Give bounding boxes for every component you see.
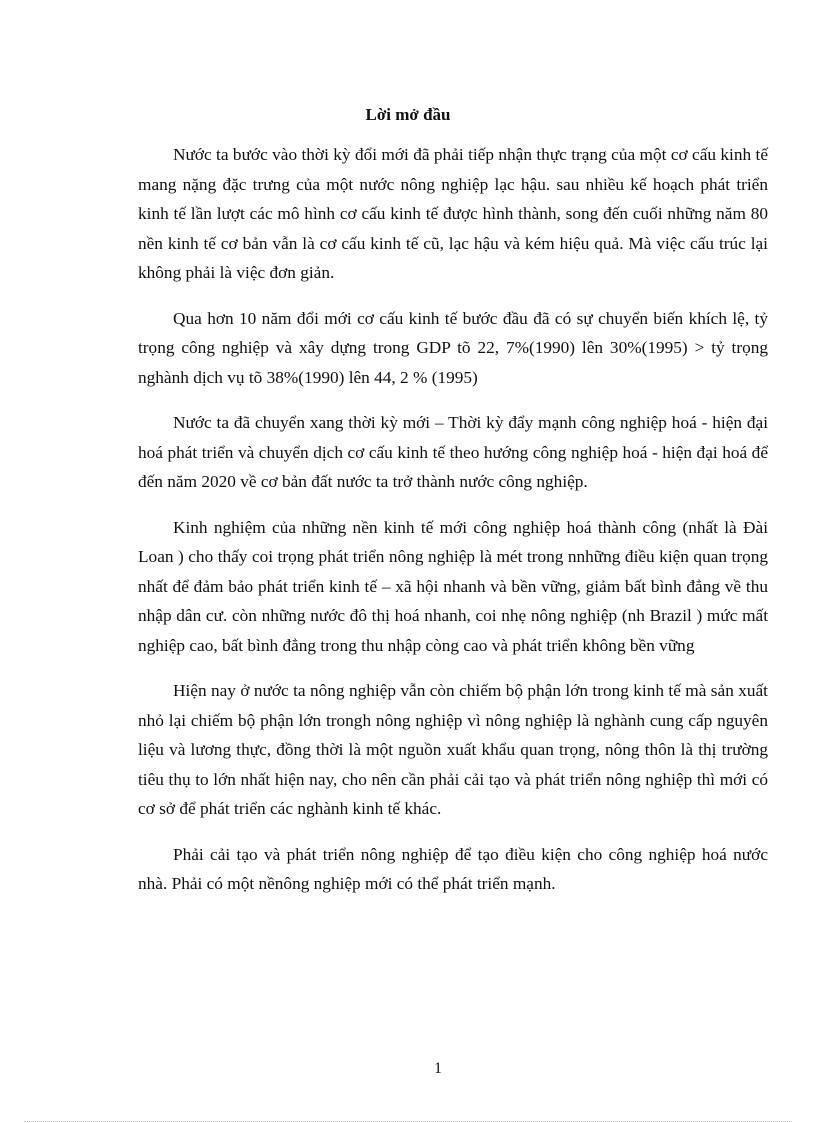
paragraph-5: Hiện nay ở nước ta nông nghiệp vẫn còn chiếm bộ phận lớn trong kinh tế mà sản xuất nhỏ lại chiếm bộ phận lớn trongh nông nghiệp vì nông nghiệp là nghành cung cấp nguyên liệu và lương thực, đồng thời là một nguồn xuất khẩu quan trọng, nông thôn là thị trường tiêu thụ to lớn nhất hiện nay, cho nên cần phải cải tạo và phát triển nông nghiệp thì mới có cơ sở để phát triển các nghành kinh tế khác. (138, 681, 768, 818)
page-number: 1 (434, 1060, 442, 1077)
document-body (138, 140, 768, 915)
paragraph-2: Qua hơn 10 năm đổi mới cơ cấu kinh tế bước đầu đã có sự chuyển biến khích lệ, tỷ trọng công nghiệp và xây dựng trong GDP tõ 22, 7%(1990) lên 30%(1995) > tỷ trọng nghành dịch vụ tõ 38%(1990) lên 44, 2 % (1995) (138, 308, 768, 387)
page-boundary-divider (24, 1121, 792, 1122)
document-title: Lời mở đầu (365, 105, 451, 124)
paragraph-4: Kinh nghiệm của những nền kinh tế mới công nghiệp hoá thành công (nhất là Đài Loan ) cho thấy coi trọng phát triển nông nghiệp là mét trong nnhững điều kiện quan trọng nhất để đảm bảo phát triển kinh tế – xã hội nhanh và bền vững, giảm bất bình đẳng về thu nhập dân cư. còn những nước đô thị hoá nhanh, coi nhẹ nông nghiệp (nh Brazil ) mức mất nghiệp cao, bất bình đẳng trong thu nhập còng cao và phát triển không bền vững (138, 517, 768, 655)
paragraph-1: Nước ta bước vào thời kỳ đổi mới đã phải tiếp nhận thực trạng của một cơ cấu kinh tế mang nặng đặc trưng của một nước nông nghiệp lạc hậu. sau nhiều kế hoạch phát triển kinh tế lần lượt các mô hình cơ cấu kinh tế được hình thành, song đến cuối những năm 80 nền kinh tế cơ bản vẫn là cơ cấu kinh tế cũ, lạc hậu và kém hiệu quả. Mà việc cấu trúc lại không phải là việc đơn giản. (138, 145, 768, 282)
paragraph-3: Nước ta đã chuyển xang thời kỳ mới – Thời kỳ đẩy mạnh công nghiệp hoá - hiện đại hoá phát triển và chuyển dịch cơ cấu kinh tế theo hướng công nghiệp hoá - hiện đại hoá để đến năm 2020 về cơ bản đất nước ta trở thành nước công nghiệp. (138, 413, 768, 491)
paragraph-6: Phải cải tạo và phát triển nông nghiệp để tạo điều kiện cho công nghiệp hoá nước nhà. Phải có một nềnông nghiệp mới có thể phát triển mạnh. (138, 844, 768, 893)
